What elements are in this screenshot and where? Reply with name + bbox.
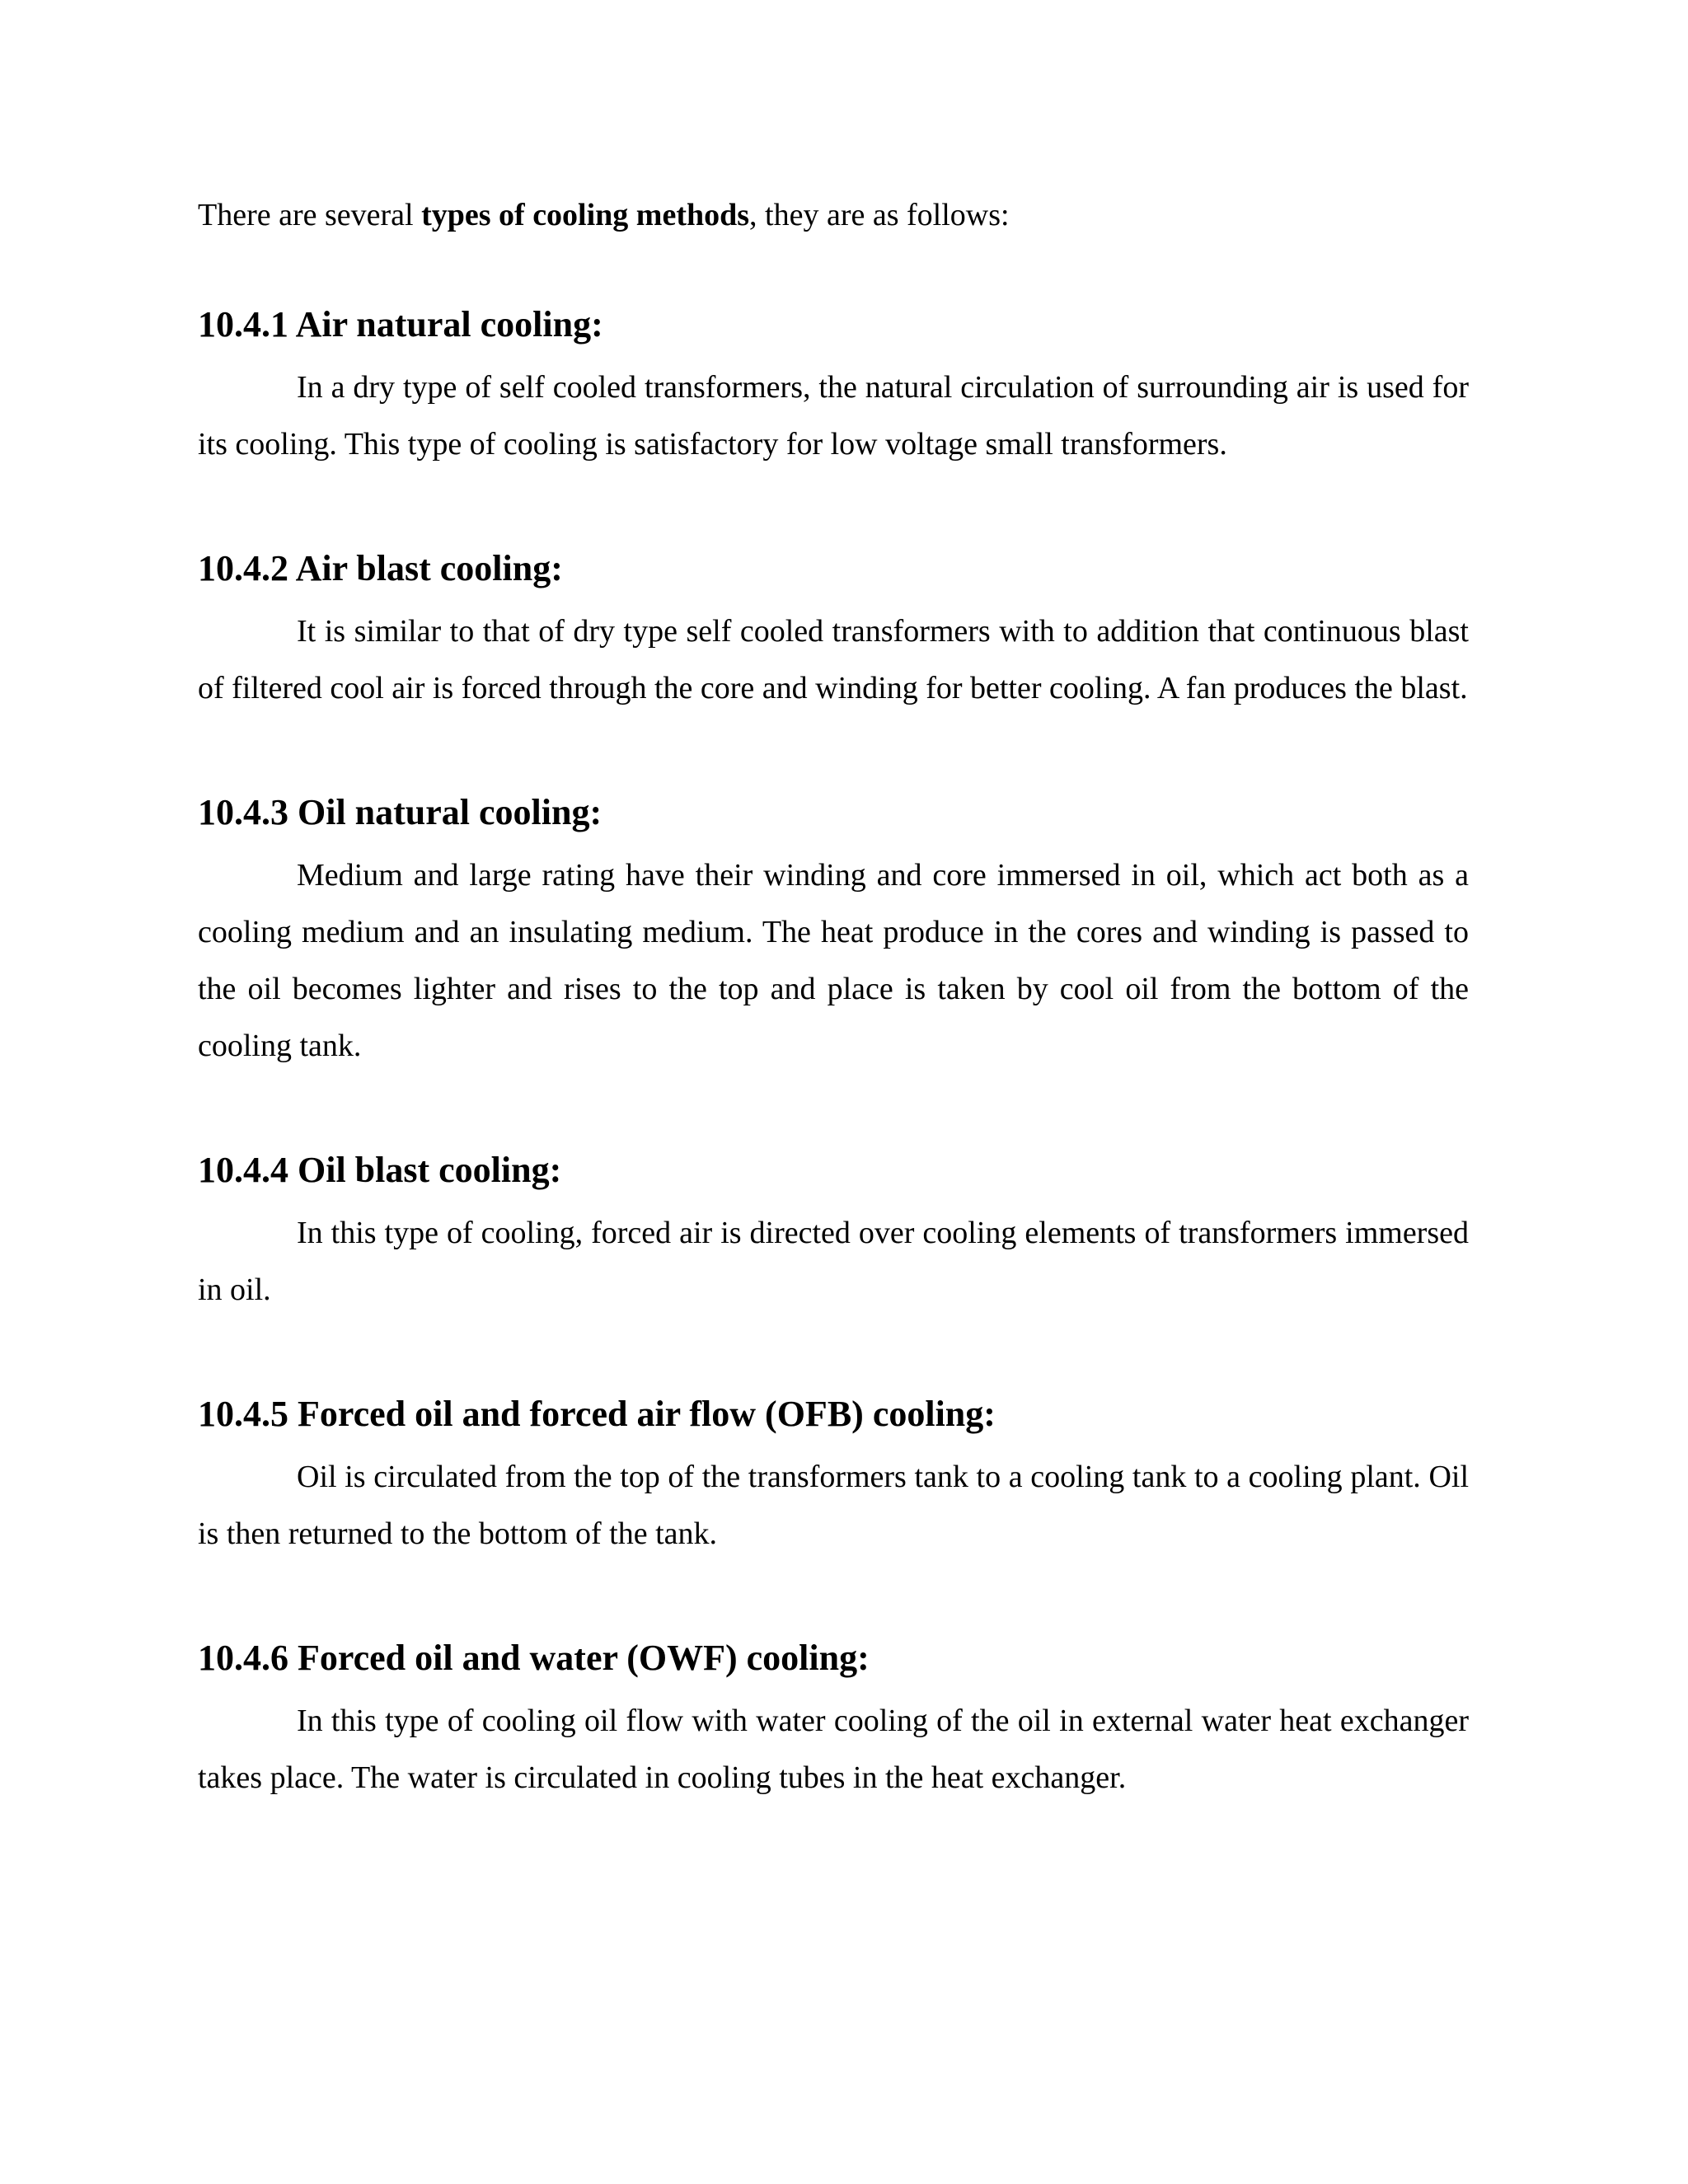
section-oil-blast-cooling [198,1146,1469,1319]
section-body: In this type of cooling, forced air is directed over cooling elements of transformers immersed in oil. [198,1216,1469,1307]
section-body: Oil is circulated from the top of the transformers tank to a cooling tank to a cooling plant. Oil is then returned to the bottom of the tank. [198,1460,1469,1551]
section-body: It is similar to that of dry type self cooled transformers with to addition that continuous blast of filtered cool air is forced through the core and winding for better cooling. A fan produces the blast. [198,614,1469,705]
intro-paragraph [198,194,1469,236]
section-heading: 10.4.2 Air blast cooling: [198,548,563,588]
section-heading: 10.4.4 Oil blast cooling: [198,1150,562,1190]
intro-text-end: , they are as follows: [749,198,1010,232]
section-oil-natural-cooling [198,788,1469,1075]
section-heading: 10.4.6 Forced oil and water (OWF) cooling: [198,1638,870,1678]
section-body: Medium and large rating have their winding and core immersed in oil, which act both as a cooling medium and an insulating medium. The heat produce in the cores and winding is passed to the oil becomes lighter and rises to the top and place is taken by cool oil from the bottom of the cooling tank. [198,858,1469,1063]
intro-bold-phrase: types of cooling methods [421,198,750,232]
intro-text-start: There are several [198,198,422,232]
section-air-blast-cooling [198,544,1469,717]
section-forced-oil-air-cooling [198,1390,1469,1563]
section-heading: 10.4.1 Air natural cooling: [198,304,603,344]
section-body: In this type of cooling oil flow with water cooling of the oil in external water heat exchanger takes place. The water is circulated in cooling tubes in the heat exchanger. [198,1704,1469,1795]
section-forced-oil-water-cooling [198,1633,1469,1807]
section-body: In a dry type of self cooled transformers, the natural circulation of surrounding air is used for its cooling. This type of cooling is satisfactory for low voltage small transformers. [198,370,1469,462]
section-air-natural-cooling [198,300,1469,473]
document-page [198,194,1469,1807]
section-heading: 10.4.3 Oil natural cooling: [198,792,603,832]
section-heading: 10.4.5 Forced oil and forced air flow (OFB) cooling: [198,1394,996,1434]
